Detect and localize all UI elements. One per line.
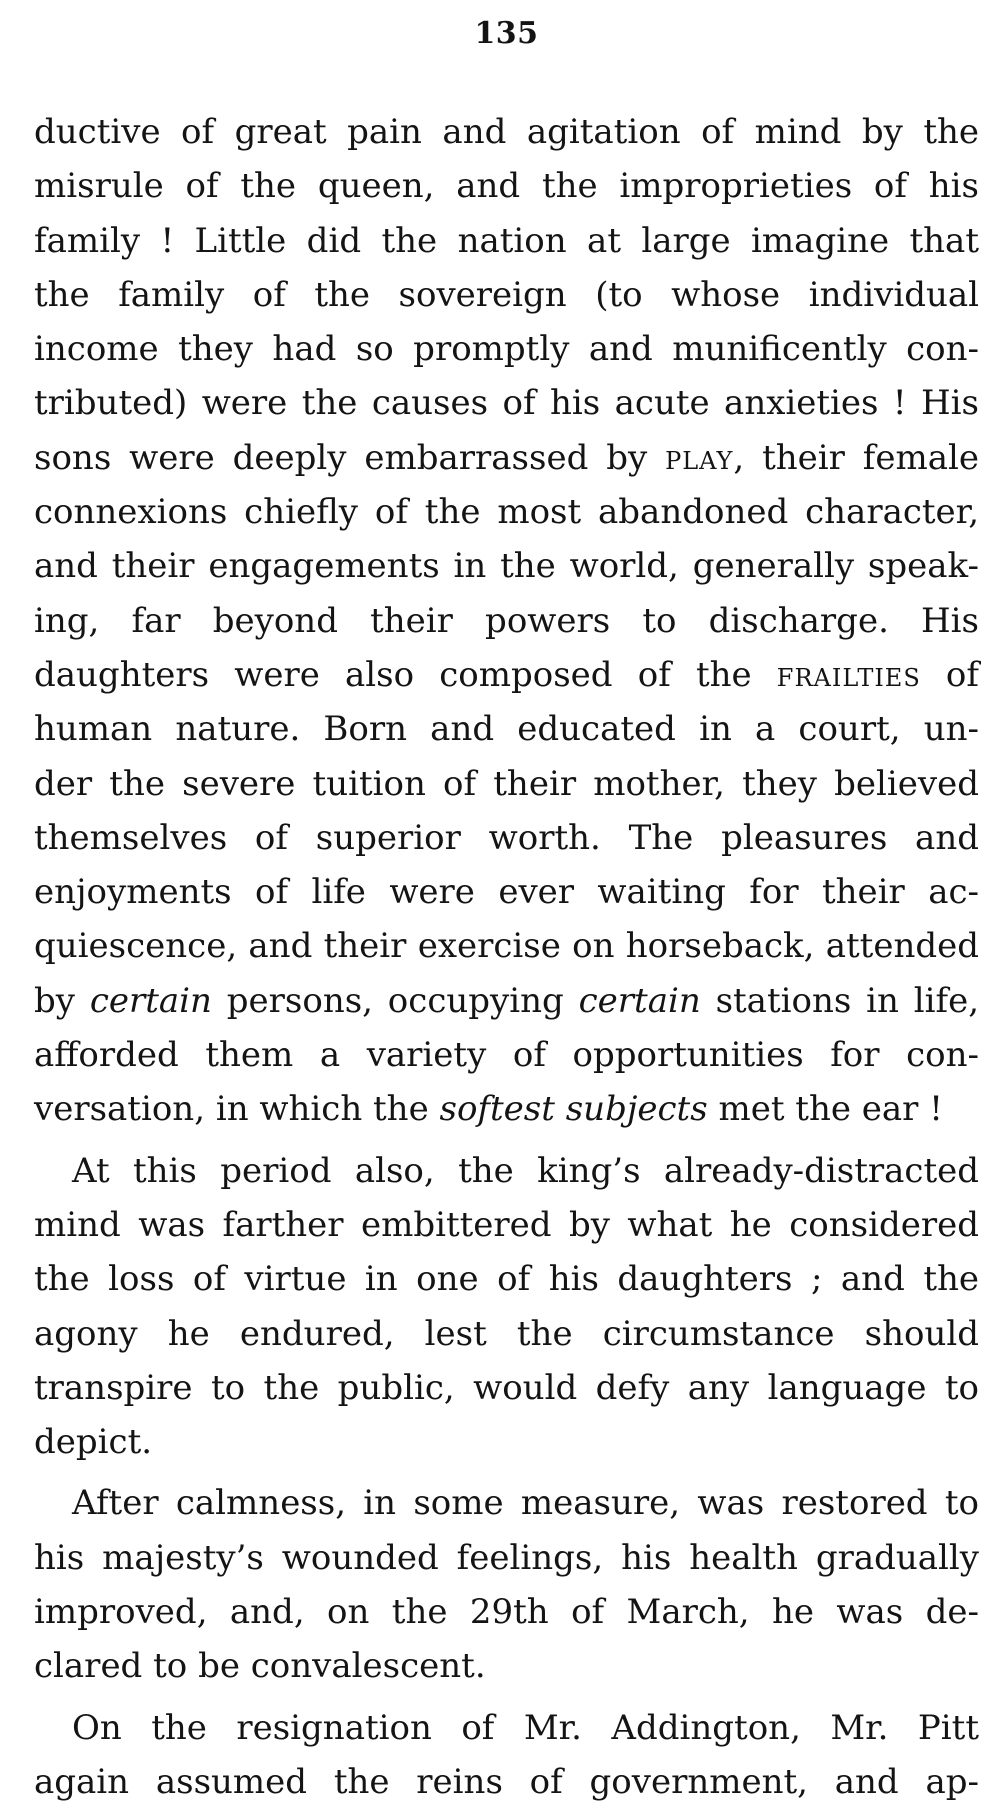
paragraph-gap [34, 1137, 979, 1144]
paragraph [34, 1701, 979, 1809]
paragraph [34, 1476, 979, 1693]
italic-text: certain [578, 980, 701, 1021]
text-run: ing, far beyond their powers to discharge. His [34, 600, 979, 641]
text-line [34, 1639, 979, 1693]
text-line [34, 431, 979, 485]
text-run: versation, in which the [34, 1089, 440, 1130]
text-line [34, 811, 979, 865]
text-run: misrule of the queen, and the improprieties of his [34, 166, 979, 207]
text-line [34, 214, 979, 268]
text-line [34, 159, 979, 213]
text-line [34, 1082, 979, 1136]
text-line [34, 865, 979, 919]
text-run: persons, occupying [211, 980, 579, 1021]
book-page [34, 0, 979, 1802]
text-run: clared to be convalescent. [34, 1646, 486, 1687]
text-run: transpire to the public, would defy any language to [34, 1367, 979, 1408]
text-run: his majesty’s wounded feelings, his health gradually [34, 1537, 979, 1578]
text-run: of [920, 654, 979, 695]
text-line [34, 1755, 979, 1809]
text-line [34, 1531, 979, 1585]
text-run: income they had so promptly and munificently con- [34, 329, 979, 370]
page-number: 135 [474, 16, 539, 51]
text-line [34, 105, 979, 159]
text-run: stations in life, [700, 980, 979, 1021]
text-run: enjoyments of life were ever waiting for their ac- [34, 872, 979, 913]
text-run: daughters were also composed of the [34, 654, 777, 695]
page-body-text [34, 105, 979, 1809]
italic-text: softest subjects [439, 1089, 708, 1130]
text-line [34, 1585, 979, 1639]
small-caps-text: play [665, 437, 734, 478]
text-line [34, 594, 979, 648]
text-run: human nature. Born and educated in a court, un- [34, 709, 979, 750]
text-run: depict. [34, 1422, 153, 1463]
text-line [34, 485, 979, 539]
text-run: afforded them a variety of opportunities for con- [34, 1035, 979, 1076]
paragraph [34, 105, 979, 1137]
text-line [34, 268, 979, 322]
paragraph [34, 1144, 979, 1470]
text-run: After calmness, in some measure, was restored to [72, 1483, 979, 1524]
text-run: mind was farther embittered by what he considered [34, 1204, 979, 1245]
text-line [34, 757, 979, 811]
text-line [34, 1144, 979, 1198]
text-line [34, 1028, 979, 1082]
text-line [34, 1415, 979, 1469]
paragraph-gap [34, 1694, 979, 1701]
text-run: family ! Little did the nation at large imagine that [34, 220, 979, 261]
text-run: sons were deeply embarrassed by [34, 437, 666, 478]
text-line [34, 376, 979, 430]
text-run: , their female [733, 437, 979, 478]
text-line [34, 539, 979, 593]
text-run: themselves of superior worth. The pleasures and [34, 817, 979, 858]
text-run: tributed) were the causes of his acute anxieties ! His [34, 383, 979, 424]
text-run: by [34, 980, 90, 1021]
small-caps-text: frailties [776, 654, 921, 695]
text-run: and their engagements in the world, generally speak- [34, 546, 979, 587]
text-line [34, 1361, 979, 1415]
paragraph-gap [34, 1469, 979, 1476]
text-line [34, 1252, 979, 1306]
text-run: the family of the sovereign (to whose individual [34, 274, 979, 315]
text-run: quiescence, and their exercise on horseback, attended [34, 926, 979, 967]
text-line [34, 974, 979, 1028]
text-run: met the ear ! [707, 1089, 943, 1130]
text-line [34, 702, 979, 756]
text-line [34, 1198, 979, 1252]
text-run: the loss of virtue in one of his daughters ; and the [34, 1259, 979, 1300]
text-line [34, 919, 979, 973]
text-run: again assumed the reins of government, and ap- [34, 1761, 979, 1802]
text-line [34, 1476, 979, 1530]
text-run: On the resignation of Mr. Addington, Mr. Pitt [72, 1707, 979, 1748]
text-run: der the severe tuition of their mother, they believed [34, 763, 979, 804]
text-line [34, 1701, 979, 1755]
text-line [34, 648, 979, 702]
text-run: agony he endured, lest the circumstance should [34, 1313, 979, 1354]
text-run: At this period also, the king’s already-distracted [72, 1150, 979, 1191]
text-line [34, 322, 979, 376]
text-run: ductive of great pain and agitation of mind by the [34, 112, 979, 152]
text-line [34, 1307, 979, 1361]
text-run: connexions chiefly of the most abandoned character, [34, 492, 979, 533]
text-run: improved, and, on the 29th of March, he was de- [34, 1592, 979, 1633]
italic-text: certain [89, 980, 212, 1021]
